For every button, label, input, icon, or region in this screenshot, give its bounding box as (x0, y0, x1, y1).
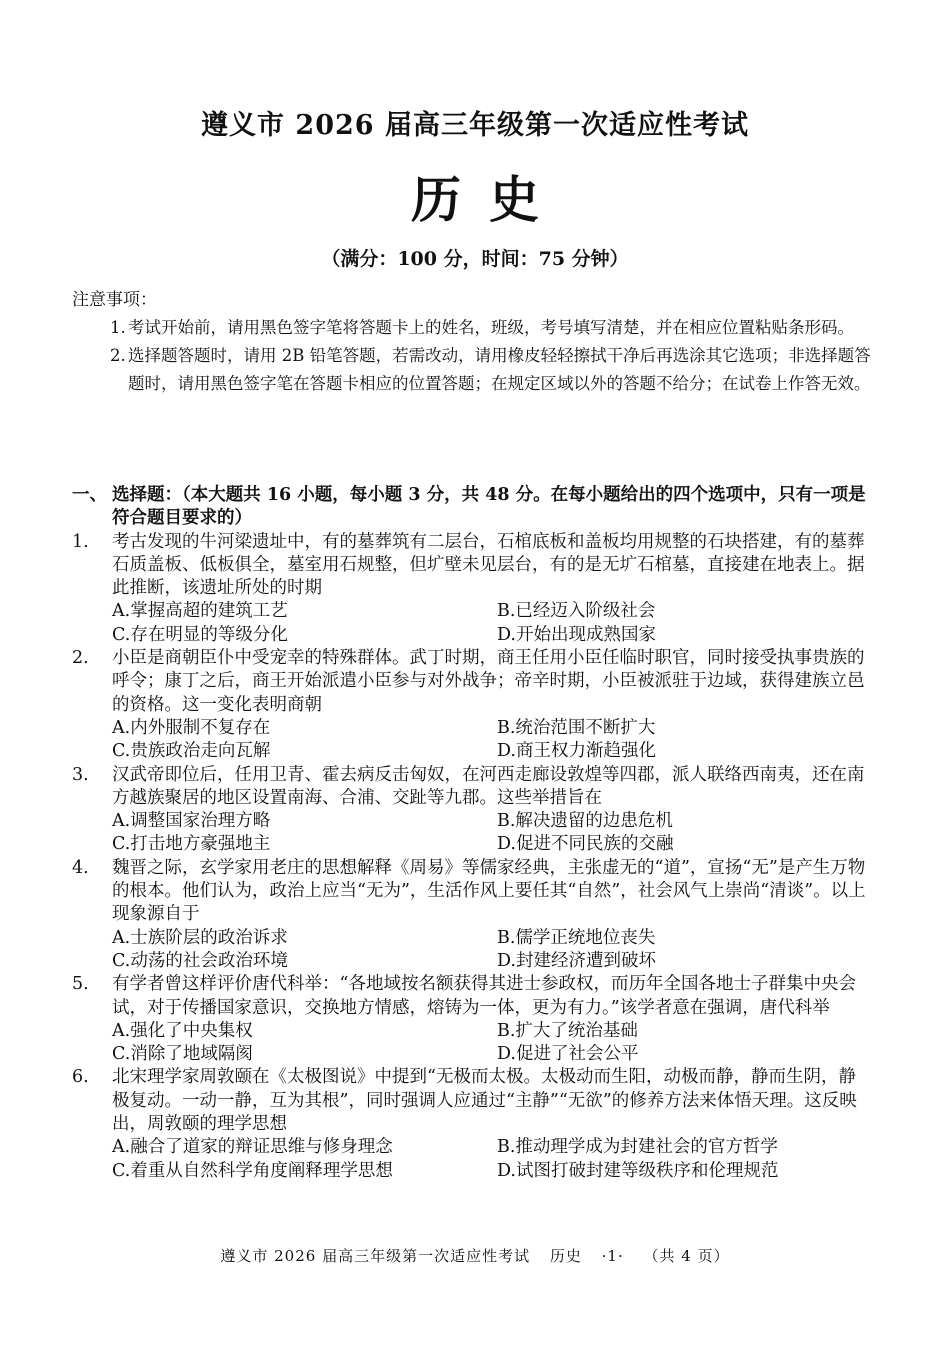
option-a: A.融合了道家的辩证思维与修身理念 (112, 1137, 393, 1158)
question-number: 5. (72, 974, 89, 995)
question-section (72, 484, 872, 1183)
answer-options (112, 1136, 872, 1183)
answer-options (112, 600, 872, 647)
notice-item-text: 选择题答题时，请用 2B 铅笔答题，若需改动，请用橡皮轻轻擦拭干净后再选涂其它选项；非选择题答题时，请用黑色签字笔在答题卡相应的位置答题；在规定区域以外的答题不给分；在试卷上作答无效。 (128, 346, 871, 393)
notice-block (72, 286, 872, 398)
option-d: D.封建经济遭到破坏 (497, 950, 656, 971)
question-6 (72, 1066, 872, 1182)
question-body (112, 1066, 872, 1182)
option-b: B.儒学正统地位丧失 (497, 927, 656, 948)
question-number: 6. (72, 1067, 89, 1088)
exam-title: 遵义市 2026 届高三年级第一次适应性考试 (201, 110, 749, 141)
option-a: A.强化了中央集权 (112, 1020, 253, 1041)
answer-options (112, 927, 872, 974)
question-1 (72, 531, 872, 647)
answer-options (112, 1020, 872, 1067)
footer-page-number: ·1· (601, 1247, 624, 1265)
option-a: A.士族阶层的政治诉求 (112, 927, 288, 948)
option-a: A.调整国家治理方略 (112, 811, 271, 832)
question-stem: 魏晋之际，玄学家用老庄的思想解释《周易》等儒家经典，主张虚无的“道”，宣扬“无”是产生万物的根本。他们认为，政治上应当“无为”，生活作风上要任其“自然”，社会风气上崇尚“清谈”。以上现象源自于 (112, 857, 866, 925)
question-number: 3. (72, 764, 89, 785)
option-a: A.掌握高超的建筑工艺 (112, 601, 288, 622)
option-a: A.内外服制不复存在 (112, 717, 271, 738)
option-b: B.解决遗留的边患危机 (497, 811, 673, 832)
footer-subject: 历史 (549, 1247, 582, 1265)
question-4 (72, 857, 872, 973)
notice-item (110, 342, 872, 398)
question-body (112, 647, 872, 763)
subject-title: 历史 (411, 170, 567, 229)
question-3 (72, 764, 872, 857)
notice-item-text: 考试开始前，请用黑色签字笔将答题卡上的姓名，班级，考号填写清楚，并在相应位置粘贴条形码。 (128, 318, 854, 337)
section-label: 一、 (72, 485, 107, 505)
option-c: C.贵族政治走向瓦解 (112, 741, 271, 762)
option-d: D.试图打破封建等级秩序和伦理规范 (497, 1160, 779, 1181)
question-body (112, 973, 872, 1066)
footer-exam-title: 遵义市 2026 届高三年级第一次适应性考试 (220, 1247, 531, 1265)
question-stem: 小臣是商朝臣仆中受宠幸的特殊群体。武丁时期，商王任用小臣任临时职官，同时接受执事贵族的呼令；康丁之后，商王开始派遣小臣参与对外战争；帝辛时期，小臣被派驻于边域，获得建族立邑的资格。这一变化表明商朝 (112, 648, 865, 715)
option-b: B.扩大了统治基础 (497, 1020, 638, 1041)
option-c: C.打击地方豪强地主 (112, 834, 271, 855)
notice-item-number: 1. (110, 318, 126, 337)
question-stem: 北宋理学家周敦颐在《太极图说》中提到“无极而太极。太极动而生阳，动极而静，静而生阴，静极复动。一动一静，互为其根”，同时强调人应通过“主静”“无欲”的修养方法来体悟天理。这反映出，周敦颐的理学思想 (112, 1067, 857, 1135)
question-2 (72, 647, 872, 763)
section-instructions: 选择题：（本大题共 16 小题，每小题 3 分，共 48 分。在每小题给出的四个选项中，只有一项是符合题目要求的） (112, 485, 866, 529)
notice-heading: 注意事项： (72, 290, 157, 310)
question-stem: 考古发现的牛河梁遗址中，有的墓葬筑有二层台，石棺底板和盖板均用规整的石块搭建，有的墓葬石质盖板、低板俱全，墓室用石规整，但圹壁未见层台，有的是无圹石棺墓，直接建在地表上。据此推断，该遗址所处的时期 (112, 531, 865, 599)
notice-item-number: 2. (110, 346, 126, 365)
question-body (112, 531, 872, 647)
question-number: 1. (72, 531, 89, 552)
page-footer (0, 1245, 950, 1266)
option-c: C.动荡的社会政治环境 (112, 950, 288, 971)
option-d: D.开始出现成熟国家 (497, 624, 656, 645)
question-stem: 有学者曾这样评价唐代科举：“各地域按名额获得其进士参政权，而历年全国各地士子群集中央会试，对于传播国家意识，交换地方情感，熔铸为一体，更为有力。”该学者意在强调，唐代科举 (112, 974, 856, 1018)
notice-item (110, 314, 872, 342)
question-number: 2. (72, 648, 89, 669)
score-time-info: （满分：100 分，时间：75 分钟） (321, 248, 629, 270)
answer-options (112, 717, 872, 764)
option-d: D.促进了社会公平 (497, 1044, 639, 1065)
option-b: B.已经迈入阶级社会 (497, 601, 656, 622)
footer-total-pages: （共 4 页） (643, 1247, 730, 1265)
question-stem: 汉武帝即位后，任用卫青、霍去病反击匈奴，在河西走廊设敦煌等四郡，派人联络西南夷，还在南方越族聚居的地区设置南海、合浦、交趾等九郡。这些举措旨在 (112, 764, 865, 808)
option-c: C.着重从自然科学角度阐释理学思想 (112, 1160, 393, 1181)
question-number: 4. (72, 857, 89, 878)
section-heading (72, 484, 872, 531)
answer-options (112, 810, 872, 857)
option-d: D.促进不同民族的交融 (497, 834, 674, 855)
option-c: C.消除了地域隔阂 (112, 1044, 253, 1065)
question-body (112, 764, 872, 857)
question-5 (72, 973, 872, 1066)
option-b: B.统治范围不断扩大 (497, 717, 656, 738)
option-b: B.推动理学成为封建社会的官方哲学 (497, 1137, 778, 1158)
option-d: D.商王权力渐趋强化 (497, 741, 656, 762)
question-body (112, 857, 872, 973)
option-c: C.存在明显的等级分化 (112, 624, 288, 645)
